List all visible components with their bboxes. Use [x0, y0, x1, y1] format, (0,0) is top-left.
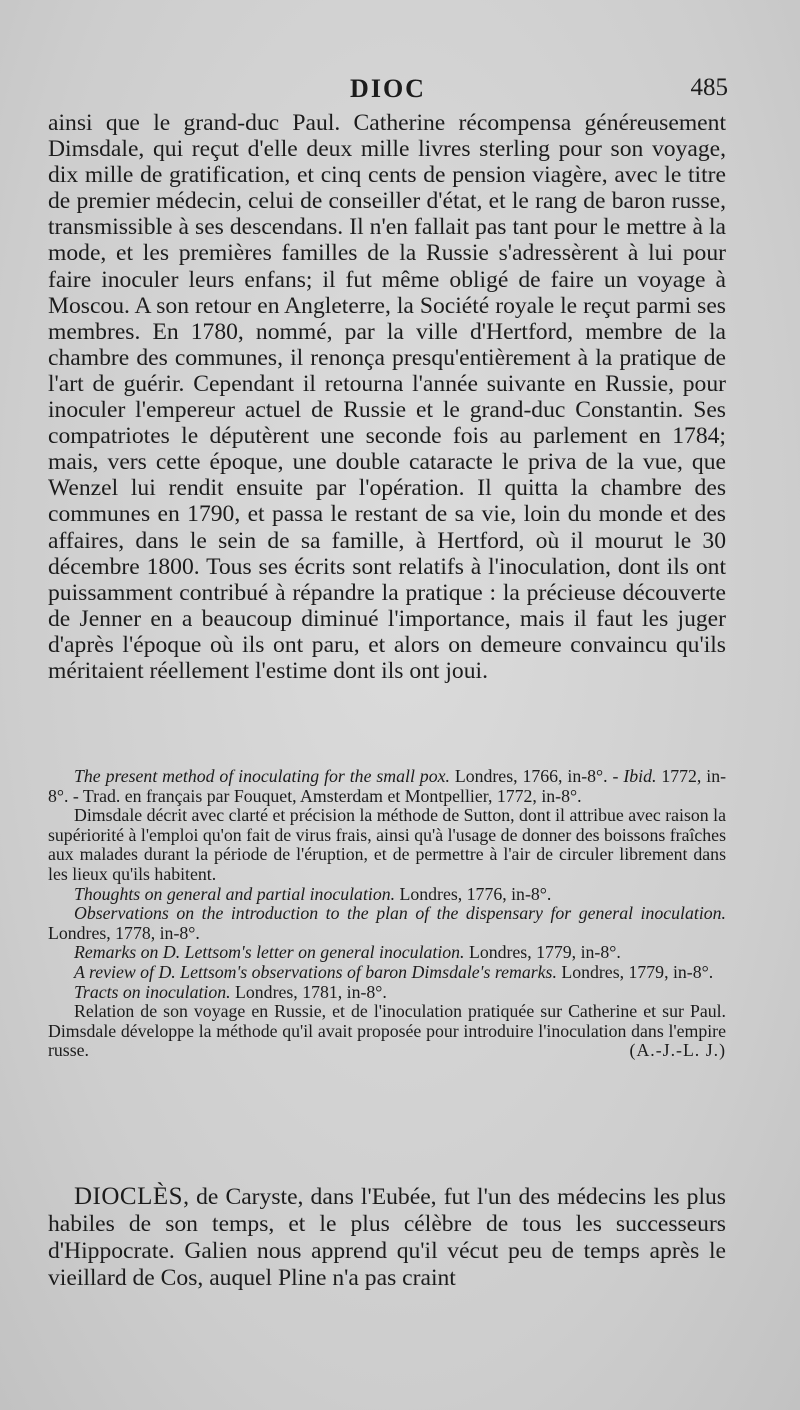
- body-paragraph: ainsi que le grand-duc Paul. Catherine récompensa généreusement Dimsdale, qui reçut d'elle deux mille livres sterling pour son voyage, dix mille de gratification, et cinq cents de pension viagère, avec le titre de premier médecin, celui de conseiller d'état, et le rang de baron russe, transmissible à ses descendans. Il n'en fallait pas tant pour le mettre à la mode, et les premières familles de la Russie s'adressèrent à lui pour faire inoculer leurs enfans; il fut même obligé de faire un voyage à Moscou. A son retour en Angleterre, la Société royale le reçut parmi ses membres. En 1780, nommé, par la ville d'Hertford, membre de la chambre des communes, il renonça presqu'entièrement à la pratique de l'art de guérir. Cependant il retourna l'année suivante en Russie, pour inoculer l'empereur actuel de Russie et le grand-duc Constantin. Ses compatriotes le députèrent une seconde fois au parlement en 1784; mais, vers cette époque, une double cataracte le priva de la vue, que Wenzel lui rendit ensuite par l'opération. Il quitta la chambre des communes en 1790, et passa le restant de sa vie, loin du monde et des affaires, dans le sein de sa famille, à Hertford, où il mourut le 30 décembre 1800. Tous ses écrits sont relatifs à l'inoculation, dont ils ont puissamment contribué à répandre la pratique : la précieuse découverte de Jenner en a beaucoup diminué l'importance, mais il faut les juger d'après l'époque où ils ont paru, et alors on demeure convaincu qu'ils méritaient réellement l'estime dont ils ont joui.: [48, 110, 726, 684]
- entry-text: , de Caryste, dans l'Eubée, fut l'un des médecins les plus habiles de son temps, et le plus célèbre de tous les successeurs d'Hippocrate. Galien nous apprend qu'il vécut peu de temps après le vieillard de Cos, auquel Pline n'a pas craint: [48, 1184, 726, 1291]
- note-item: [48, 885, 726, 905]
- note-details: Londres, 1779, in-8°.: [556, 961, 714, 982]
- note-item: [48, 806, 726, 884]
- entry-paragraph: [48, 1183, 726, 1292]
- note-details: Londres, 1779, in-8°.: [464, 942, 621, 963]
- note-title: Ibid.: [623, 766, 657, 786]
- note-details: Londres, 1778, in-8°.: [48, 922, 200, 943]
- note-title: Tracts on inoculation.: [74, 981, 231, 1002]
- page-header: [48, 74, 728, 108]
- note-item: [48, 943, 726, 963]
- running-title: DIOC: [350, 74, 426, 103]
- note-title: The present method of inoculating for the small pox.: [74, 766, 450, 786]
- note-details: Londres, 1781, in-8°.: [230, 981, 387, 1002]
- note-item: [48, 767, 726, 806]
- note-title: Remarks on D. Lettsom's letter on general inoculation.: [74, 942, 465, 963]
- note-details: Londres, 1766, in-8°. -: [449, 766, 624, 786]
- note-details: 1772, in-8°. - Trad. en français par Fouquet, Amsterdam et Montpellier, 1772, in-8°.: [48, 766, 726, 806]
- bibliography-notes: [48, 767, 726, 1061]
- main-text: [48, 110, 726, 684]
- note-item: [48, 904, 726, 943]
- note-item: [48, 1002, 726, 1061]
- note-title: Observations on the introduction to the plan of the dispensary for general inoculation.: [74, 903, 726, 924]
- author-signature: (A.-J.-L. J.): [629, 1040, 726, 1061]
- note-item: [48, 983, 726, 1003]
- page-number: 485: [690, 74, 728, 101]
- note-text: Relation de son voyage en Russie, et de l'inoculation pratiquée sur Catherine et sur Paul. Dimsdale développe la méthode qu'il avait proposée pour introduire l'inoculation dans l'empire russe.: [48, 1001, 726, 1061]
- note-title: Thoughts on general and partial inoculation.: [74, 883, 396, 904]
- note-details: Londres, 1776, in-8°.: [395, 883, 552, 904]
- entry-headword: DIOCLÈS: [74, 1183, 184, 1210]
- dictionary-entry: [48, 1183, 726, 1292]
- note-text: Dimsdale décrit avec clarté et précision la méthode de Sutton, dont il attribue avec raison la supériorité à l'emploi qu'on fait de virus frais, ainsi qu'à l'usage de donner des boissons fraîches aux malades durant la période de l'éruption, et de permettre à l'air de circuler librement dans les lieux qu'ils habitent.: [48, 805, 726, 884]
- note-title: A review of D. Lettsom's observations of baron Dimsdale's remarks.: [74, 961, 557, 982]
- note-item: [48, 963, 726, 983]
